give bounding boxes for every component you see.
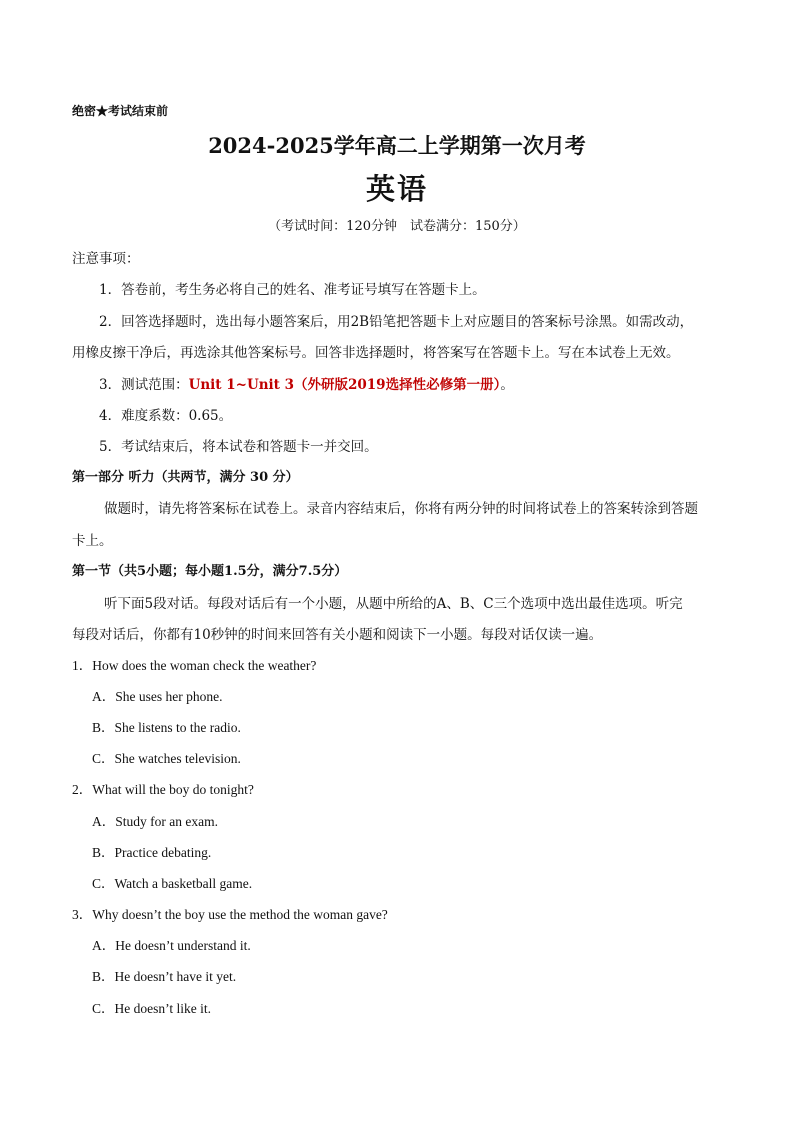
note-2-line-1: 2．回答选择题时，选出每小题答案后，用2B铅笔把答题卡上对应题目的答案标号涂黑。如需改动， <box>99 314 694 330</box>
note-2-line-2: 用橡皮擦干净后，再选涂其他答案标号。回答非选择题时，将答案写在答题卡上。写在本试卷上无效。 <box>72 345 680 361</box>
exam-time-score: （考试时间：120分钟 试卷满分：150分） <box>268 219 526 234</box>
question-1-option-c: C．She watches television. <box>92 751 241 766</box>
note-3-prefix: 3．测试范围： <box>99 377 189 393</box>
part1-instruction-line-1: 做题时，请先将答案标在试卷上。录音内容结束后，你将有两分钟的时间将试卷上的答案转涂到答题 <box>104 501 698 517</box>
part1-instruction-line-2: 卡上。 <box>72 533 113 549</box>
note-1: 1．答卷前，考生务必将自己的姓名、准考证号填写在答题卡上。 <box>99 282 486 298</box>
part1-heading: 第一部分 听力（共两节，满分 30 分） <box>72 470 299 485</box>
notes-heading: 注意事项： <box>72 251 140 267</box>
note-4: 4．难度系数：0.65。 <box>99 408 233 424</box>
question-2-option-b: B．Practice debating. <box>92 845 212 860</box>
test-range: Unit 1~Unit 3（外研版2019选择性必修第一册） <box>188 377 501 393</box>
question-1-option-b: B．She listens to the radio. <box>92 720 241 735</box>
question-3-option-c: C．He doesn’t like it. <box>92 1001 211 1016</box>
question-3-stem: 3．Why doesn’t the boy use the method the woman gave? <box>72 907 388 922</box>
section1-instruction-line-2: 每段对话后，你都有10秒钟的时间来回答有关小题和阅读下一小题。每段对话仅读一遍。 <box>72 627 603 643</box>
question-1-stem: 1．How does the woman check the weather? <box>72 658 317 673</box>
question-2-option-c: C．Watch a basketball game. <box>92 876 253 891</box>
note-3 <box>99 373 514 393</box>
question-3-option-a: A．He doesn’t understand it. <box>92 938 251 953</box>
exam-title: 2024-2025学年高二上学期第一次月考 <box>208 133 586 158</box>
note-3-suffix: 。 <box>500 377 514 393</box>
question-2-stem: 2．What will the boy do tonight? <box>72 782 254 797</box>
question-1-option-a: A．She uses her phone. <box>92 689 223 704</box>
confidential-mark: 绝密★考试结束前 <box>72 104 169 118</box>
question-3-option-b: B．He doesn’t have it yet. <box>92 969 237 984</box>
section1-instruction-line-1: 听下面5段对话。每段对话后有一个小题，从题中所给的A、B、C三个选项中选出最佳选项。听完 <box>104 596 683 612</box>
section1-heading: 第一节（共5小题；每小题1.5分，满分7.5分） <box>72 564 348 579</box>
note-5: 5．考试结束后，将本试卷和答题卡一并交回。 <box>99 439 378 455</box>
question-2-option-a: A．Study for an exam. <box>92 814 218 829</box>
subject-title: 英语 <box>365 172 428 206</box>
